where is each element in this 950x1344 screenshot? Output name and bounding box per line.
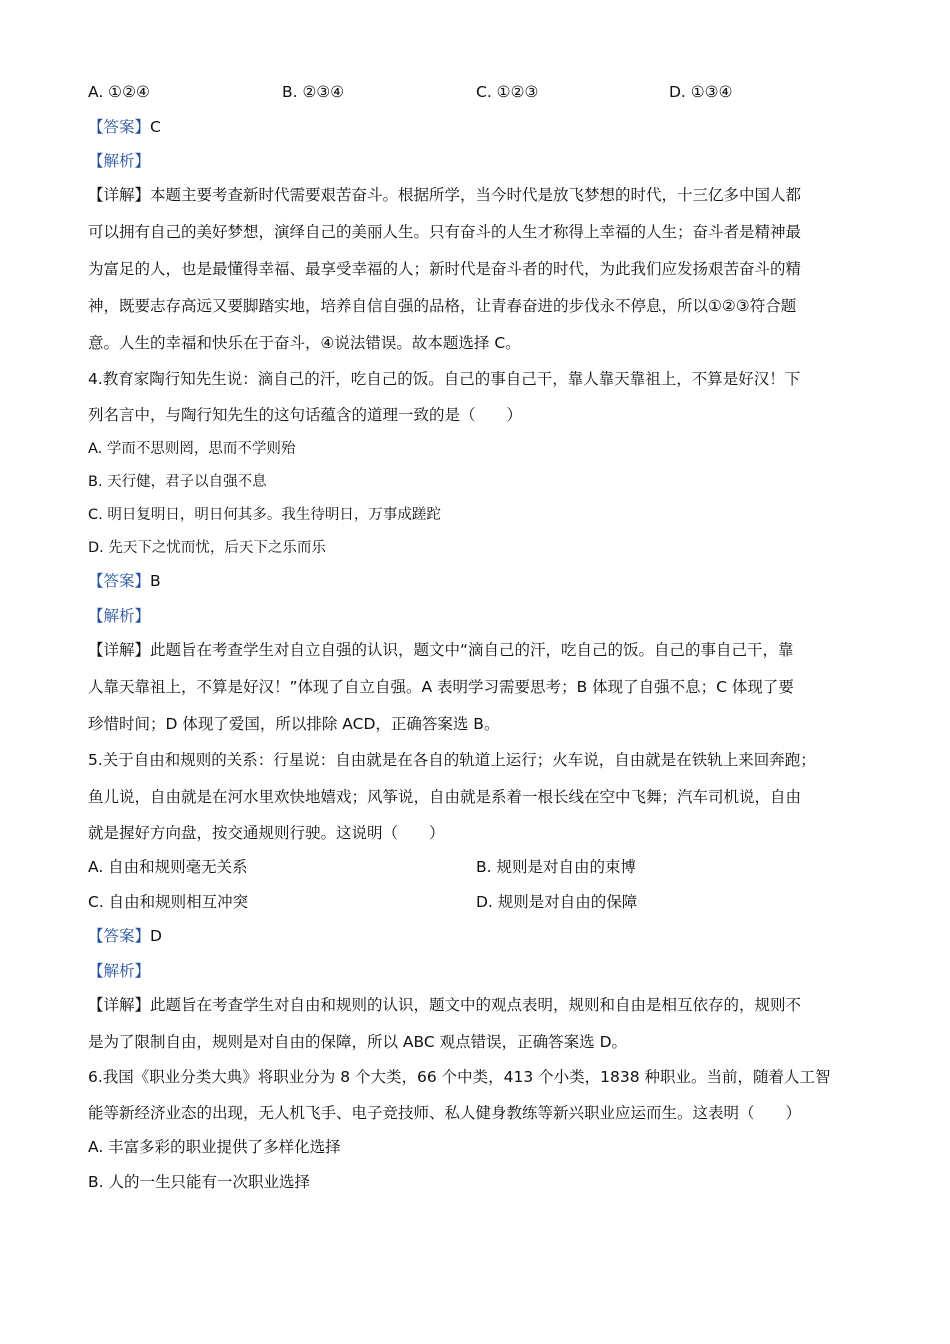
q3-detail-line: 神，既要志存高远又要脚踏实地，培养自信自强的品格，让青春奋进的步伐永不停息，所以①②③符合题: [88, 297, 797, 315]
q3-option-b: B. ②③④: [282, 83, 345, 101]
q4-detail-line: 人靠天靠祖上，不算是好汉！”体现了自立自强。A 表明学习需要思考；B 体现了自强不息；C 体现了要: [88, 678, 794, 696]
q3-detail-line: 意。人生的幸福和快乐在于奋斗，④说法错误。故本题选择 C。: [88, 334, 521, 352]
q4-detail-line: [88, 640, 794, 660]
q4-stem-line: 4.教育家陶行知先生说：滴自己的汗，吃自己的饭。自己的事自己干，靠人靠天靠祖上，不算是好汉！下: [88, 370, 801, 388]
q5-option-a: A. 自由和规则毫无关系: [88, 858, 248, 876]
q6-stem-line: 6.我国《职业分类大典》将职业分为 8 个大类，66 个中类，413 个小类，1838 种职业。当前，随着人工智: [88, 1068, 831, 1086]
answer-tag: 【答案】: [88, 572, 151, 590]
detail-tag: 【详解】: [88, 186, 151, 204]
detail-text: 本题主要考查新时代需要艰苦奋斗。根据所学，当今时代是放飞梦想的时代，十三亿多中国人都: [150, 186, 802, 204]
detail-tag: 【详解】: [88, 641, 151, 659]
q4-option-a: A. 学而不思则罔，思而不学则殆: [88, 441, 296, 457]
q6-stem-line: 能等新经济业态的出现，无人机飞手、电子竞技师、私人健身教练等新兴职业应运而生。这表明（ ）: [88, 1104, 802, 1122]
q5-option-d: D. 规则是对自由的保障: [476, 893, 638, 911]
answer-value: D: [150, 927, 162, 945]
answer-tag: 【答案】: [88, 927, 151, 945]
q3-option-d: D. ①③④: [669, 83, 733, 101]
q3-option-c: C. ①②③: [476, 83, 539, 101]
q5-stem-line: 5.关于自由和规则的关系：行星说：自由就是在各自的轨道上运行；火车说，自由就是在铁轨上来回奔跑；: [88, 751, 816, 769]
q5-option-b: B. 规则是对自由的束博: [476, 858, 636, 876]
q6-option-a: A. 丰富多彩的职业提供了多样化选择: [88, 1138, 341, 1156]
q4-answer: [88, 571, 161, 591]
q4-option-c: C. 明日复明日，明日何其多。我生待明日，万事成蹉跎: [88, 507, 441, 523]
q4-stem-line: 列名言中，与陶行知先生的这句话蕴含的道理一致的是（ ）: [88, 406, 523, 424]
q4-option-b: B. 天行健，君子以自强不息: [88, 474, 267, 490]
answer-value: B: [150, 572, 161, 590]
q5-option-c: C. 自由和规则相互冲突: [88, 893, 249, 911]
q3-detail-line: 为富足的人，也是最懂得幸福、最享受幸福的人；新时代是奋斗者的时代，为此我们应发扬艰苦奋斗的精: [88, 260, 802, 278]
q3-detail-line: 可以拥有自己的美好梦想，演绎自己的美丽人生。只有奋斗的人生才称得上幸福的人生；奋斗者是精神最: [88, 223, 802, 241]
answer-tag: 【答案】: [88, 118, 151, 136]
detail-text: 此题旨在考查学生对自立自强的认识，题文中“滴自己的汗，吃自己的饭。自己的事自己干，靠: [150, 641, 794, 659]
q3-option-a: A. ①②④: [88, 83, 150, 101]
q3-answer: [88, 117, 161, 137]
detail-tag: 【详解】: [88, 996, 151, 1014]
q3-analysis-tag: 【解析】: [88, 152, 151, 170]
q5-answer: [88, 926, 162, 946]
q3-detail-line: [88, 185, 801, 205]
detail-text: 此题旨在考查学生对自由和规则的认识，题文中的观点表明，规则和自由是相互依存的，规则不: [150, 996, 802, 1014]
q4-detail-line: 珍惜时间；D 体现了爱国，所以排除 ACD，正确答案选 B。: [88, 715, 500, 733]
q5-stem-line: 就是握好方向盘，按交通规则行驶。这说明（ ）: [88, 824, 445, 842]
answer-value: C: [150, 118, 161, 136]
q5-detail-line: 是为了限制自由，规则是对自由的保障，所以 ABC 观点错误，正确答案选 D。: [88, 1033, 628, 1051]
q5-analysis-tag: 【解析】: [88, 962, 151, 980]
q5-stem-line: 鱼儿说，自由就是在河水里欢快地嬉戏；风筝说，自由就是系着一根长线在空中飞舞；汽车司机说，自由: [88, 788, 802, 806]
q4-analysis-tag: 【解析】: [88, 607, 151, 625]
q5-detail-line: [88, 995, 801, 1015]
q6-option-b: B. 人的一生只能有一次职业选择: [88, 1173, 310, 1191]
q4-option-d: D. 先天下之忧而忧，后天下之乐而乐: [88, 540, 326, 556]
